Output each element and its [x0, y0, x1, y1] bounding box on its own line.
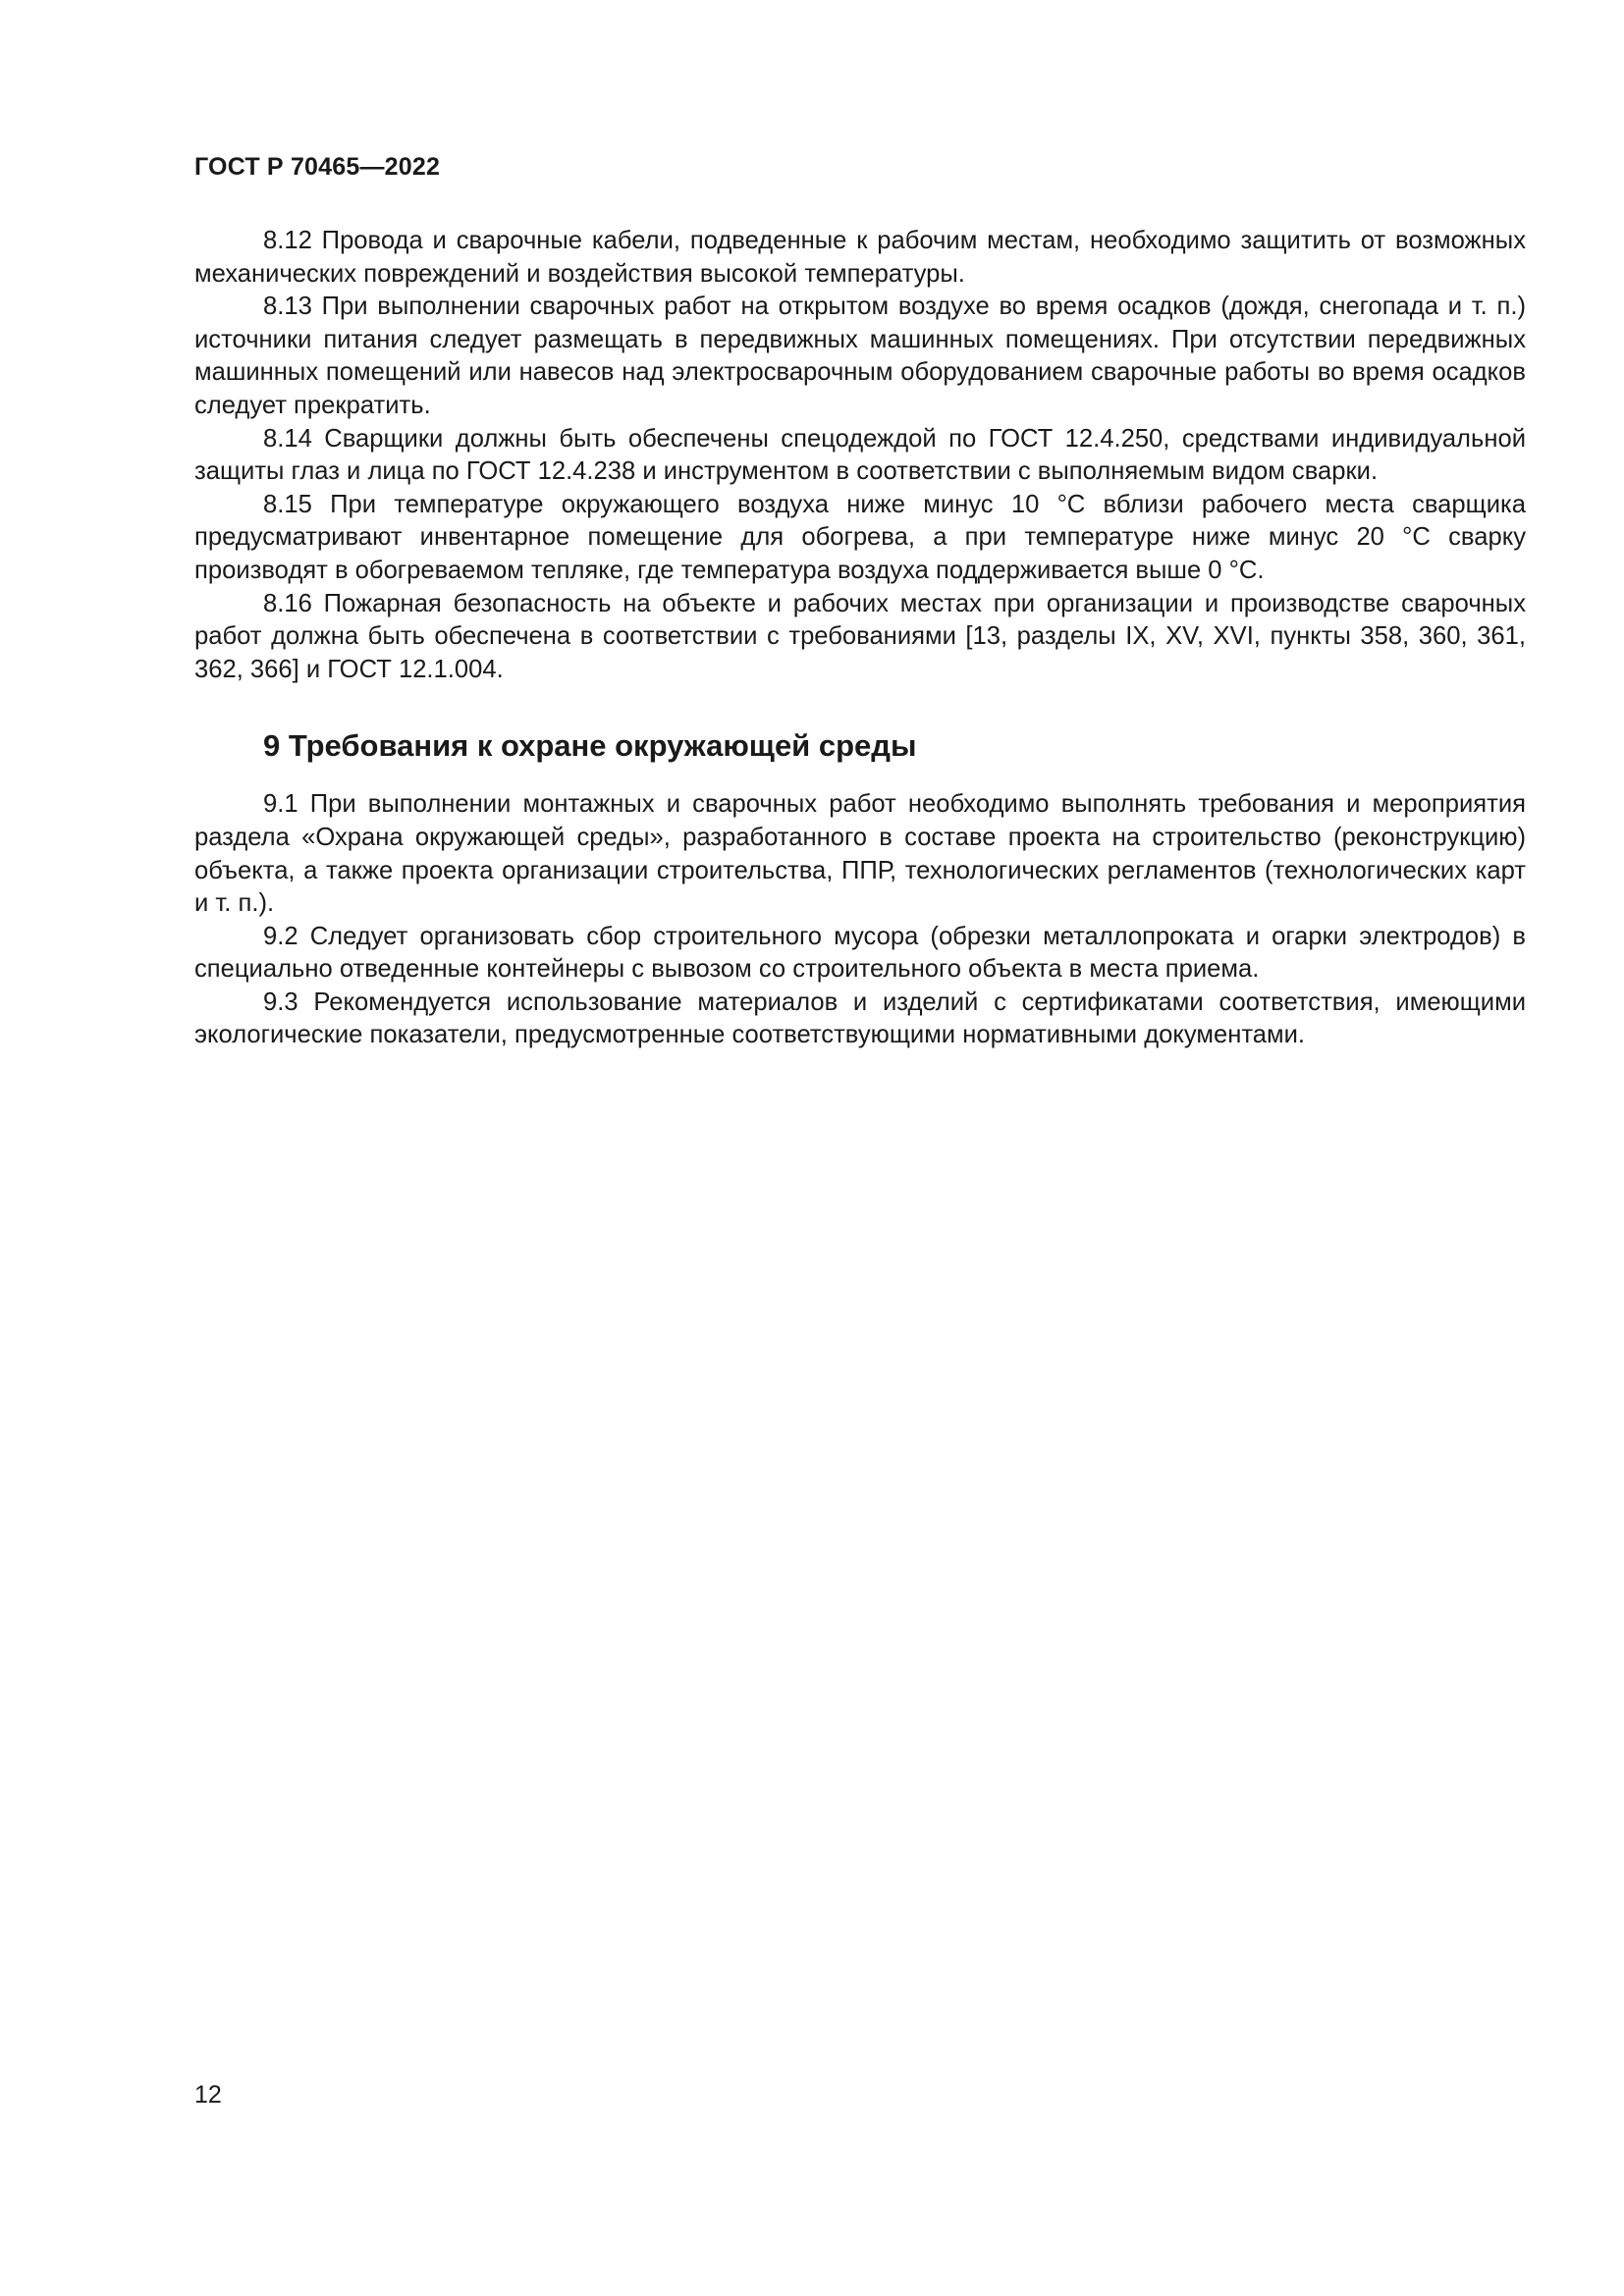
- paragraph-8-13: 8.13 При выполнении сварочных работ на открытом воздухе во время осадков (дождя, снегопада и т. п.) источники питания следует размещать в передвижных машинных помещениях. При отсутствии передвижных машинных помещений или навесов над электросварочным оборудованием сварочные работы во время осадков следует прекратить.: [194, 293, 1526, 419]
- page-number: 12: [194, 2081, 222, 2109]
- paragraph-9-2: 9.2 Следует организовать сбор строительного мусора (обрезки металлопроката и огарки электродов) в специально отведенные контейнеры с вывозом со строительного объекта в места приема.: [194, 922, 1526, 984]
- paragraph-8-16: 8.16 Пожарная безопасность на объекте и рабочих местах при организации и производстве сварочных работ должна быть обеспечена в соответствии с требованиями [13, разделы IX, XV, XVI, пункты 358, 360, 361, 362, 366] и ГОСТ 12.1.004.: [194, 589, 1526, 683]
- paragraph-9-1: 9.1 При выполнении монтажных и сварочных работ необходимо выполнять требования и мероприятия раздела «Охрана окружающей среды», разработанного в составе проекта на строительство (реконструкцию) объекта, а также проекта организации строительства, ППР, технологических регламентов (технологических карт и т. п.).: [194, 790, 1526, 918]
- paragraph-8-14: 8.14 Сварщики должны быть обеспечены спецодеждой по ГОСТ 12.4.250, средствами индивидуальной защиты глаз и лица по ГОСТ 12.4.238 и инструментом в соответствии с выполняемым видом сварки.: [194, 424, 1526, 486]
- document-code-header: ГОСТ Р 70465—2022: [194, 153, 441, 181]
- paragraph-8-12: 8.12 Провода и сварочные кабели, подведенные к рабочим местам, необходимо защитить от возможных механических повреждений и воздействия высокой температуры.: [194, 227, 1526, 288]
- paragraph-9-3: 9.3 Рекомендуется использование материалов и изделий с сертификатами соответствия, имеющими экологические показатели, предусмотренные соответствующими нормативными документами.: [194, 988, 1526, 1049]
- paragraph-8-15: 8.15 При температуре окружающего воздуха ниже минус 10 °С вблизи рабочего места сварщика предусматривают инвентарное помещение для обогрева, а при температуре ниже минус 20 °С сварку производят в обогреваемом тепляке, где температура воздуха поддерживается выше 0 °С.: [194, 490, 1526, 584]
- section-9-title: 9 Требования к охране окружающей среды: [263, 728, 917, 764]
- page-body: [194, 225, 1526, 1052]
